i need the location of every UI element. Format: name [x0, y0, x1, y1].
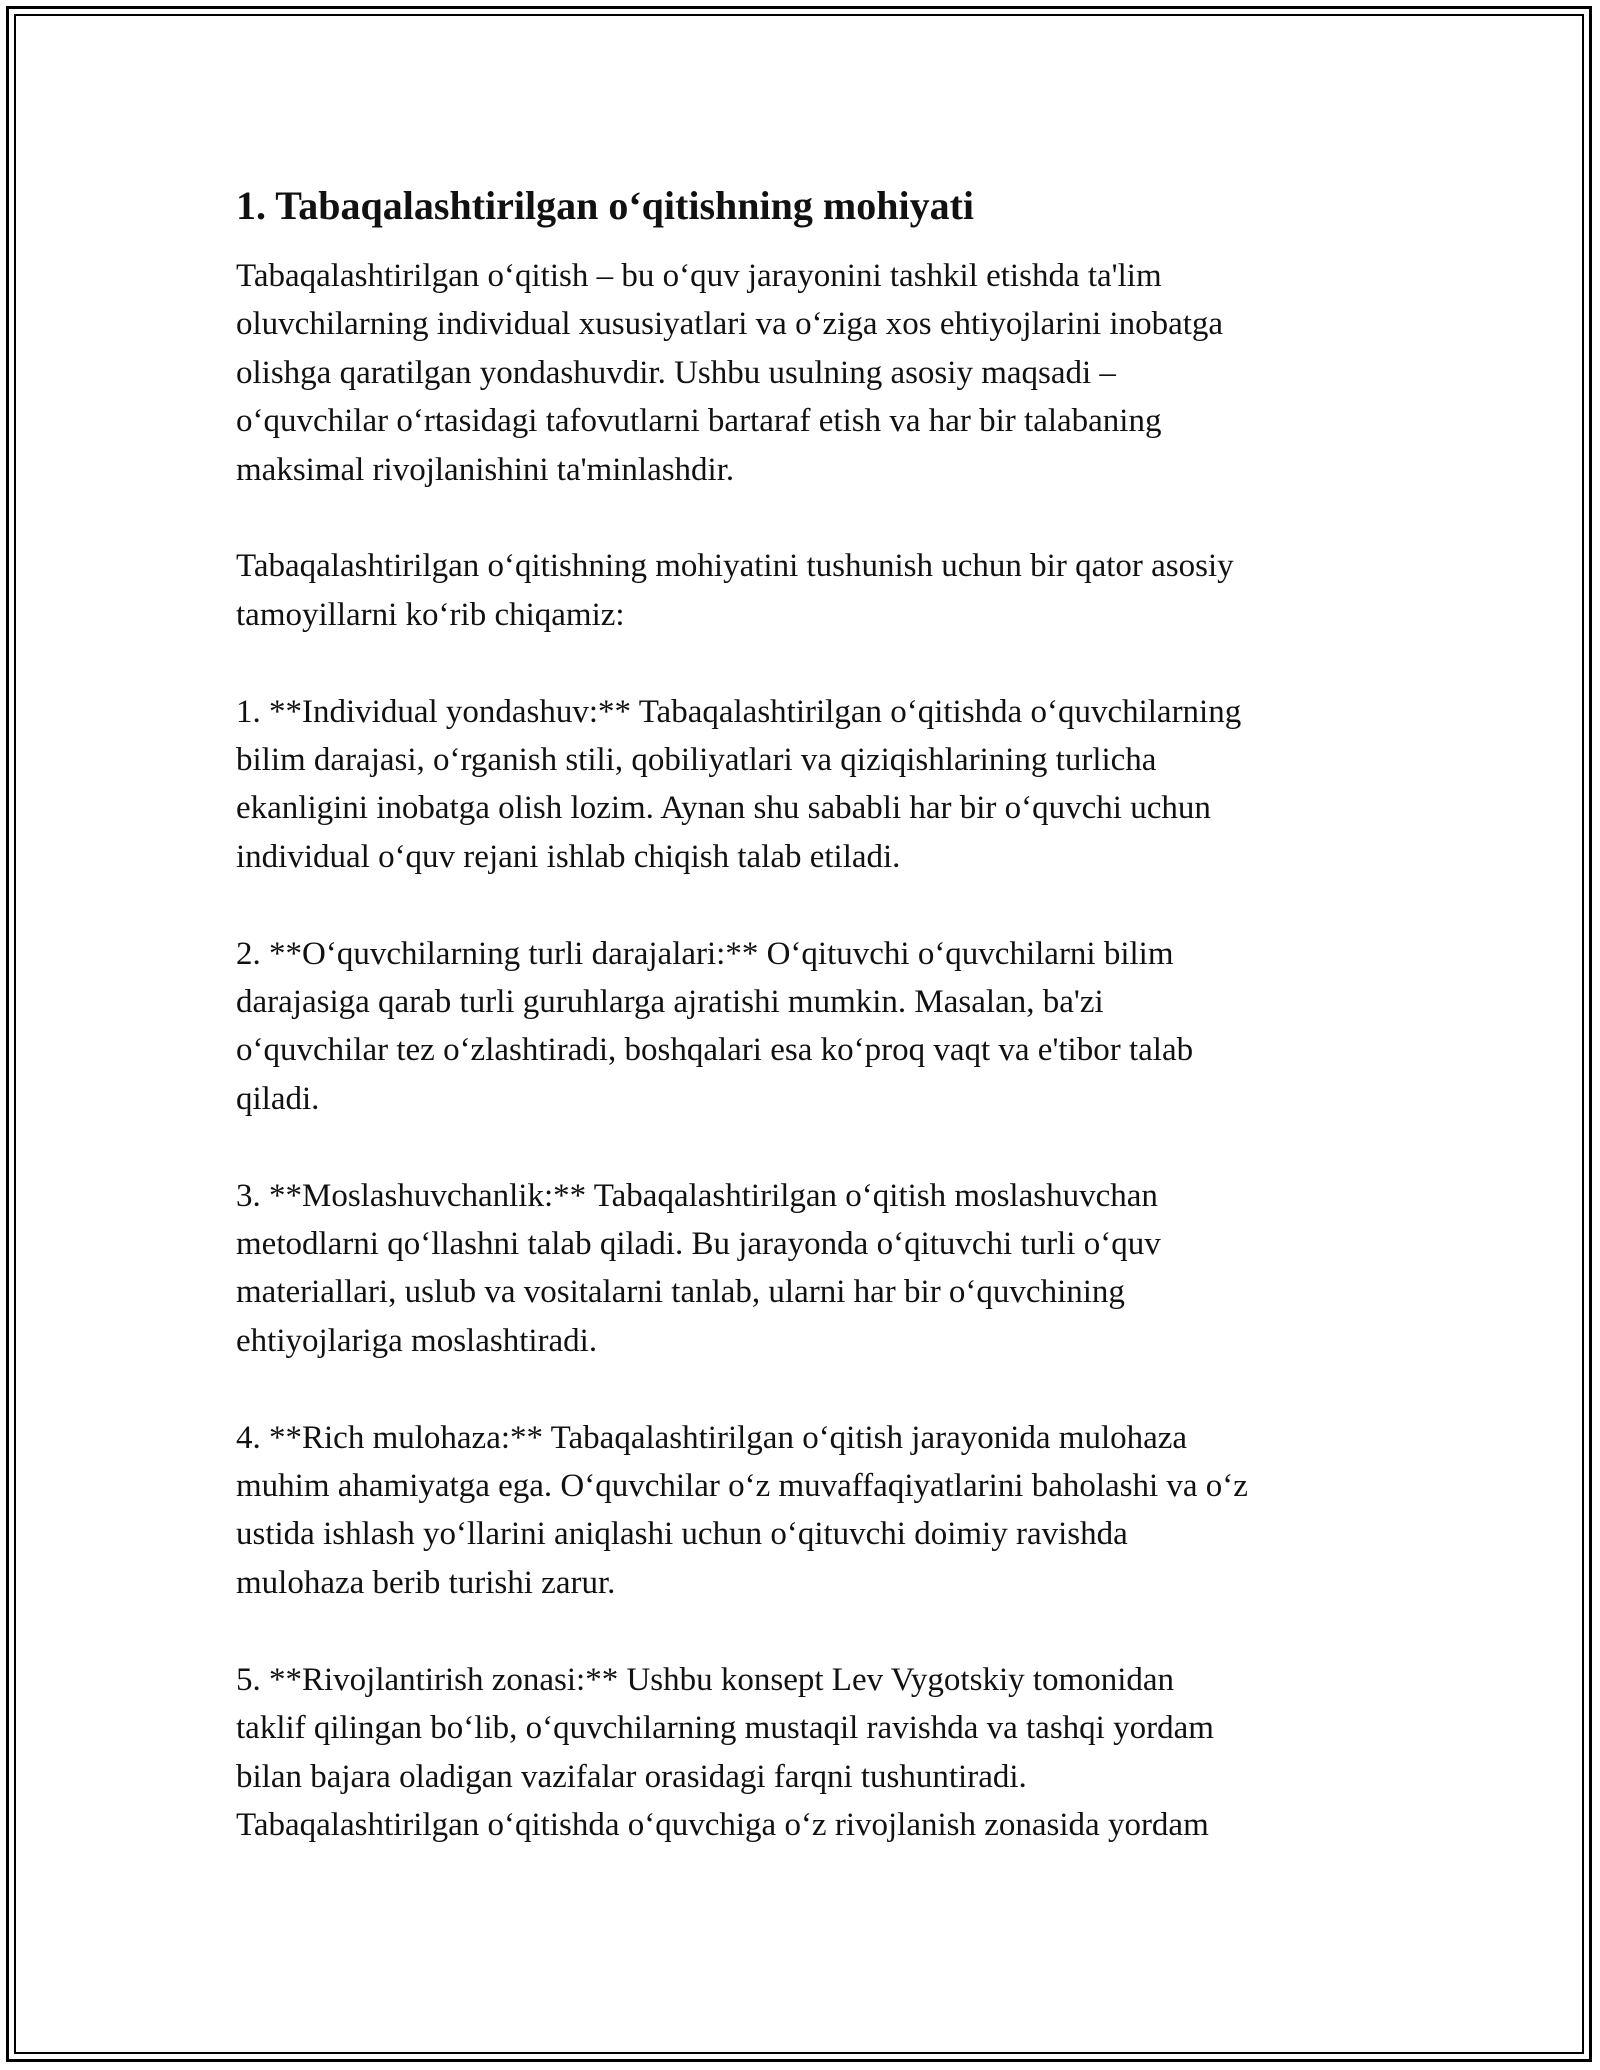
- document-body: [236, 182, 1376, 1849]
- principle-flexibility: 3. **Moslashuvchanlik:** Tabaqalashtirilgan o‘qitish moslashuvchan metodlarni qo‘llashni talab qiladi. Bu jarayonda o‘qituvchi turli o‘quv materiallari, uslub va vositalarni tanlab, ularni har bir o‘quvchining ehtiyojlariga moslashtiradi.: [236, 1177, 1161, 1359]
- principle-levels: 2. **O‘quvchilarning turli darajalari:** O‘qituvchi o‘quvchilarni bilim darajasiga qarab turli guruhlarga ajratishi mumkin. Masalan, ba'zi o‘quvchilar tez o‘zlashtiradi, boshqalari esa ko‘proq vaqt va e'tibor talab qiladi.: [236, 935, 1194, 1117]
- intro-paragraph: Tabaqalashtirilgan o‘qitish – bu o‘quv jarayonini tashkil etishda ta'lim oluvchilarning individual xususiyatlari va o‘ziga xos ehtiyojlarini inobatga olishga qaratilgan yondashuvdir. Ushbu usulning asosiy maqsadi – o‘quvchilar o‘rtasidagi tafovutlarni bartaraf etish va har bir talabaning maksimal rivojlanishini ta'minlashdir.: [236, 258, 1224, 488]
- principle-individual-approach: 1. **Individual yondashuv:** Tabaqalashtirilgan o‘qitishda o‘quvchilarning bilim darajasi, o‘rganish stili, qobiliyatlari va qiziqishlarining turlicha ekanligini inobatga olish lozim. Aynan shu sababli har bir o‘quvchi uchun individual o‘quv rejani ishlab chiqish talab etiladi.: [236, 693, 1242, 875]
- principles-intro-paragraph: Tabaqalashtirilgan o‘qitishning mohiyatini tushunish uchun bir qator asosiy tamoyillarni ko‘rib chiqamiz:: [236, 548, 1234, 633]
- principle-feedback: 4. **Rich mulohaza:** Tabaqalashtirilgan o‘qitish jarayonida mulohaza muhim ahamiyatga ega. O‘quvchilar o‘z muvaffaqiyatlarini baholashi va o‘z ustida ishlash yo‘llarini aniqlashi uchun o‘qituvchi doimiy ravishda mulohaza berib turishi zarur.: [236, 1419, 1248, 1601]
- section-heading: 1. Tabaqalashtirilgan o‘qitishning mohiyati: [236, 183, 975, 228]
- principle-development-zone: 5. **Rivojlantirish zonasi:** Ushbu konsept Lev Vygotskiy tomonidan taklif qilingan bo‘lib, o‘quvchilarning mustaqil ravishda va tashqi yordam bilan bajara oladigan vazifalar orasidagi farqni tushuntiradi. Tabaqalashtirilgan o‘qitishda o‘quvchiga o‘z rivojlanish zonasida yordam: [236, 1661, 1214, 1843]
